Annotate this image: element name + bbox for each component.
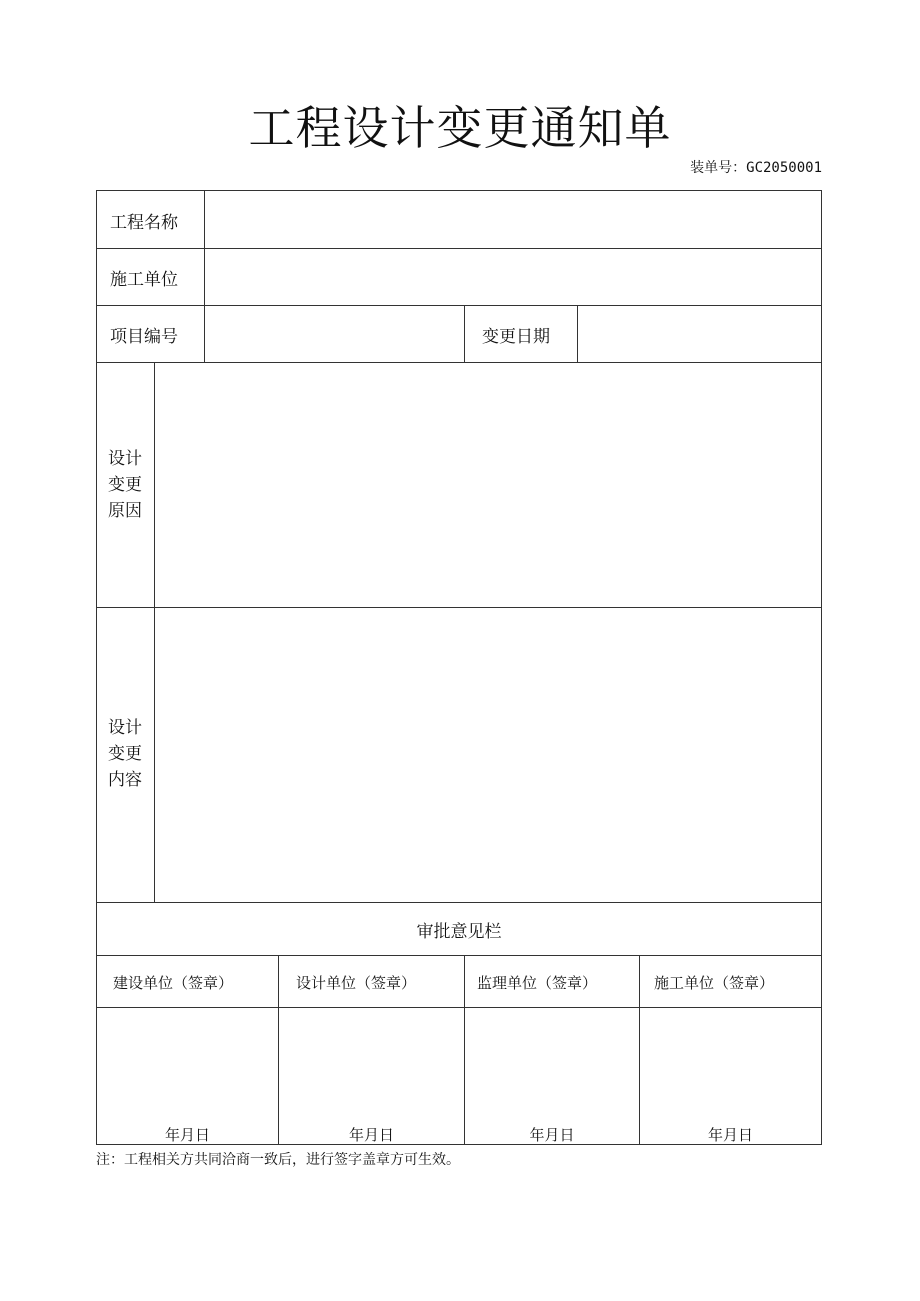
construction-unit-label: 施工单位 xyxy=(110,270,178,290)
change-reason-label: 设计 变更 原因 xyxy=(108,449,142,521)
construction-unit-signature-area[interactable] xyxy=(640,1008,821,1120)
row-divider xyxy=(97,902,821,903)
change-notice-form xyxy=(96,190,822,1145)
supervision-unit-signature-label: 监理单位（签章） xyxy=(477,974,598,992)
change-date-label: 变更日期 xyxy=(482,327,550,347)
owner-unit-signature-label: 建设单位（签章） xyxy=(113,974,234,992)
design-unit-signature-area[interactable] xyxy=(279,1008,464,1120)
construction-unit-date: 年月日 xyxy=(707,1126,753,1144)
document-number-value: GC2050001 xyxy=(746,160,822,176)
change-content-label: 设计 变更 内容 xyxy=(108,718,142,790)
project-code-label: 项目编号 xyxy=(110,327,178,347)
footnote: 注：工程相关方共同洽商一致后，进行签字盖章方可生效。 xyxy=(96,1152,460,1168)
design-unit-signature-label: 设计单位（签章） xyxy=(296,974,417,992)
project-code-field[interactable] xyxy=(205,306,464,362)
page-title: 工程设计变更通知单 xyxy=(248,101,672,155)
owner-unit-signature-area[interactable] xyxy=(97,1008,278,1120)
change-reason-field[interactable] xyxy=(155,363,821,607)
project-name-label: 工程名称 xyxy=(110,213,178,233)
change-content-field[interactable] xyxy=(155,608,821,902)
design-unit-date: 年月日 xyxy=(348,1126,394,1144)
column-divider xyxy=(464,305,465,362)
document-number xyxy=(690,157,822,177)
construction-unit-signature-label: 施工单位（签章） xyxy=(654,974,775,992)
row-divider xyxy=(97,955,821,956)
supervision-unit-signature-area[interactable] xyxy=(465,1008,639,1120)
owner-unit-date: 年月日 xyxy=(164,1126,210,1144)
change-date-field[interactable] xyxy=(578,306,821,362)
construction-unit-field[interactable] xyxy=(205,249,821,305)
document-number-label: 装单号： xyxy=(690,160,747,176)
approval-header: 审批意见栏 xyxy=(416,922,502,942)
project-name-field[interactable] xyxy=(205,191,821,248)
supervision-unit-date: 年月日 xyxy=(529,1126,575,1144)
